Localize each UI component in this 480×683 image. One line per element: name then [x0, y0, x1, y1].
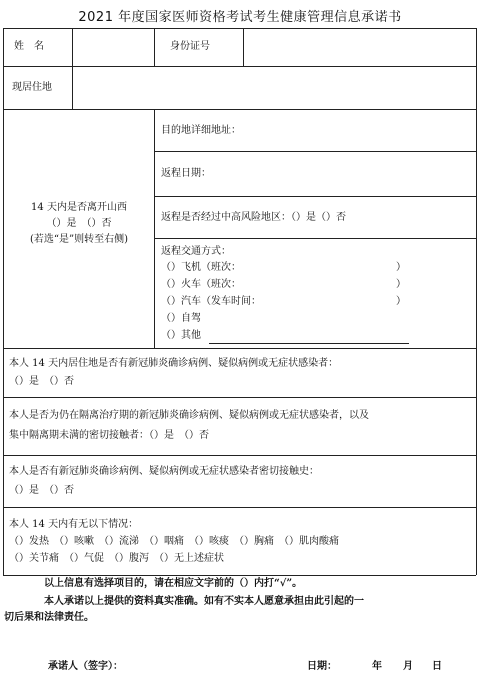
other-transport-blank[interactable] [209, 333, 409, 344]
signer-label: 承诺人（签字）： [48, 661, 123, 672]
id-number-label: 身份证号 [170, 41, 210, 52]
question-isolation-status-options[interactable]: 集中隔离期未满的密切接触者：（）是 （）否 [9, 430, 209, 441]
question-close-contact: 本人是否有新冠肺炎确诊病例、疑似病例或无症状感染者密切接触史： [9, 466, 319, 477]
return-date-label: 返程日期： [161, 168, 211, 179]
transport-option-other-label: （）其他 [161, 330, 201, 341]
checkmark-instruction: 以上信息有选择项目的，请在相应文字前的（）内打“√”。 [44, 578, 303, 589]
question-close-contact-options[interactable]: （）是 （）否 [9, 485, 74, 496]
name-field[interactable] [74, 30, 152, 64]
date-month-label: 月 [403, 661, 413, 672]
left-shanxi-hint: (若选“是”则转至右侧) [29, 234, 129, 245]
left-shanxi-options[interactable]: （）是 （）否 [46, 218, 112, 229]
transport-label: 返程交通方式： [161, 246, 231, 257]
signature-field[interactable] [140, 655, 290, 675]
current-address-label: 现居住地 [12, 82, 52, 93]
risk-area-question[interactable]: 返程是否经过中高风险地区：（）是（）否 [161, 212, 346, 223]
name-label: 姓 名 [14, 41, 44, 52]
destination-address-label: 目的地详细地址： [161, 125, 241, 136]
pledge-statement-line-2: 切后果和法律责任。 [4, 612, 94, 623]
transport-option-plane[interactable]: （）飞机（班次： ） [161, 262, 406, 273]
question-symptoms: 本人 14 天内有无以下情况： [9, 519, 139, 530]
transport-option-train[interactable]: （）火车（班次： ） [161, 279, 406, 290]
symptom-options-row-2[interactable]: （）关节痛 （）气促 （）腹泻 （）无上述症状 [9, 553, 224, 564]
transport-option-bus[interactable]: （）汽车（发车时间： ） [161, 296, 406, 307]
current-address-field[interactable] [74, 68, 474, 107]
left-shanxi-question: 14 天内是否离开山西 [31, 202, 127, 213]
date-year-label: 年 [372, 661, 382, 672]
symptom-options-row-1[interactable]: （）发热 （）咳嗽 （）流涕 （）咽痛 （）咳痰 （）胸痛 （）肌肉酸痛 [9, 536, 339, 547]
transport-option-self-drive[interactable]: （）自驾 [161, 313, 201, 324]
question-residence-cases: 本人 14 天内居住地是否有新冠肺炎确诊病例、疑似病例或无症状感染者： [9, 358, 339, 369]
date-day-label: 日 [432, 661, 442, 672]
question-residence-cases-options[interactable]: （）是 （）否 [9, 376, 74, 387]
question-isolation-status: 本人是否为仍在隔离治疗期的新冠肺炎确诊病例、疑似病例或无症状感染者，以及 [9, 410, 369, 421]
pledge-statement-line-1: 本人承诺以上提供的资料真实准确。如有不实本人愿意承担由此引起的一 [44, 596, 364, 607]
date-label: 日期： [307, 661, 337, 672]
document-title: 2021 年度国家医师资格考试考生健康管理信息承诺书 [78, 10, 402, 25]
transport-option-other[interactable] [161, 328, 409, 344]
id-number-field[interactable] [245, 30, 474, 64]
